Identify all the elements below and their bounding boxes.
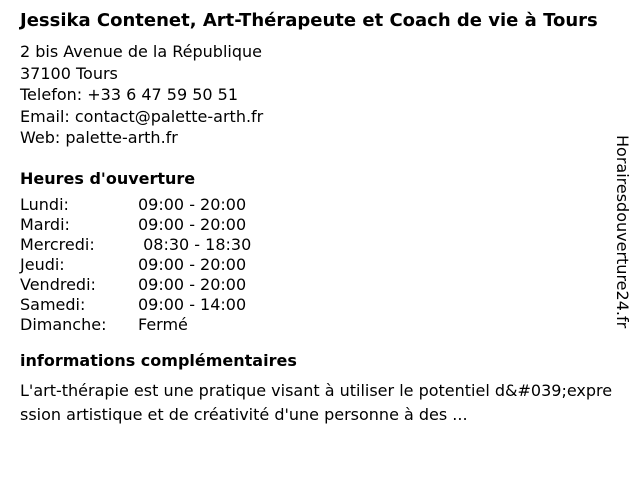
hours-day: Samedi: (20, 294, 86, 314)
hours-row-monday (20, 195, 610, 215)
phone-line: Telefon: +33 6 47 59 50 51 (20, 85, 239, 104)
hours-day: Mardi: (20, 214, 70, 234)
hours-row-tuesday (20, 215, 610, 235)
contact-block (20, 41, 610, 149)
hours-row-sunday (20, 315, 610, 335)
hours-time: 09:00 - 20:00 (138, 214, 247, 234)
site-watermark: Horairesdouverture24.fr (613, 135, 632, 329)
hours-row-wednesday (20, 235, 610, 255)
hours-row-friday (20, 275, 610, 295)
hours-day: Jeudi: (20, 254, 65, 274)
hours-time: Fermé (138, 314, 188, 334)
hours-day: Dimanche: (20, 314, 107, 334)
hours-day: Lundi: (20, 194, 69, 214)
hours-row-saturday (20, 295, 610, 315)
description-text: L'art-thérapie est une pratique visant à utiliser le potentiel d&#039;expression artistique et de créativité d'une personne à des ... (20, 380, 613, 424)
hours-day: Vendredi: (20, 274, 96, 294)
address-city: 37100 Tours (20, 63, 118, 83)
business-title: Jessika Contenet, Art-Thérapeute et Coach de vie à Tours (20, 10, 598, 31)
hours-time: 08:30 - 18:30 (138, 234, 252, 254)
business-card (20, 10, 613, 427)
hours-time: 09:00 - 20:00 (138, 254, 247, 274)
hours-time: 09:00 - 14:00 (138, 294, 247, 314)
hours-day: Mercredi: (20, 234, 95, 254)
info-heading: informations complémentaires (20, 350, 297, 370)
web-line: Web: palette-arth.fr (20, 128, 178, 147)
hours-row-thursday (20, 255, 610, 275)
email-line: Email: contact@palette-arth.fr (20, 106, 264, 126)
hours-time: 09:00 - 20:00 (138, 194, 247, 214)
hours-heading: Heures d'ouverture (20, 168, 196, 188)
address-street: 2 bis Avenue de la République (20, 42, 262, 61)
hours-time: 09:00 - 20:00 (138, 274, 247, 294)
hours-table (20, 195, 610, 335)
